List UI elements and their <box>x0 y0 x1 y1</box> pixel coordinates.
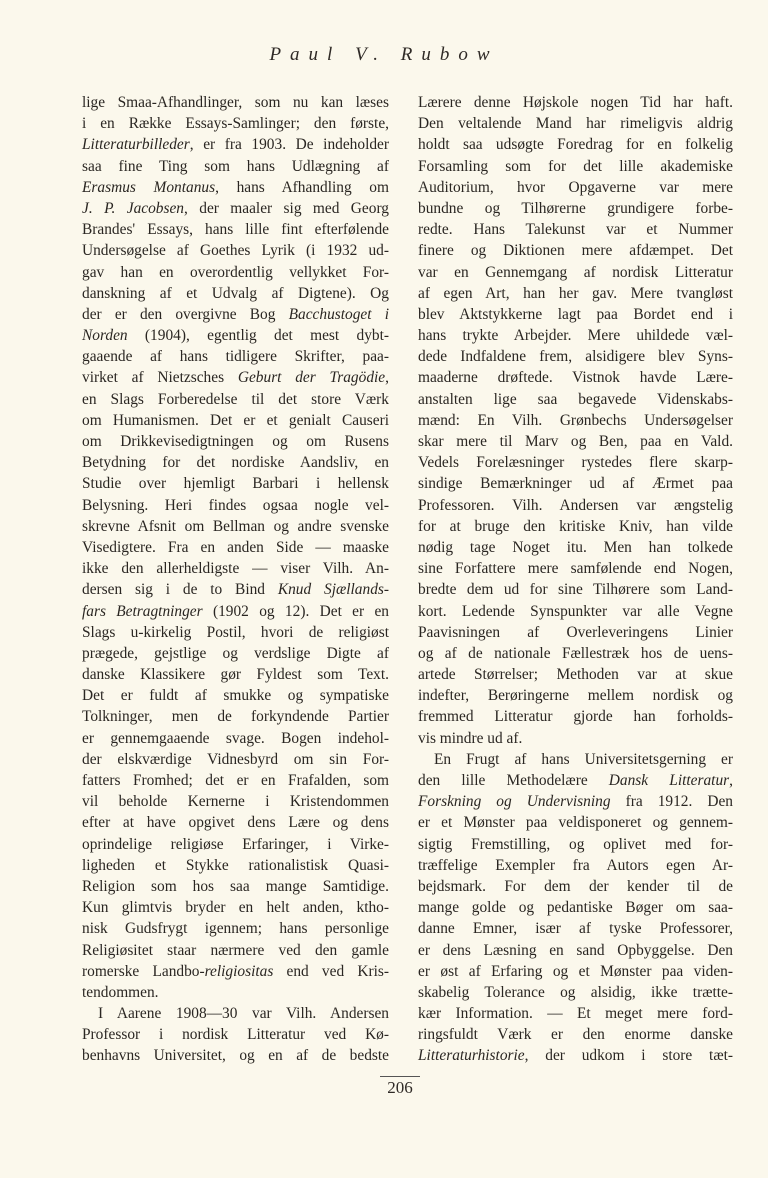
text-run: Paavisningen af Overleveringens Linier <box>418 623 733 641</box>
text-run: prægede, gejstlige og verdslige Digte af <box>82 644 389 662</box>
text-run: Brandes' Essays, hans lille fint efterfølende <box>82 221 389 239</box>
text-line <box>82 876 389 897</box>
text-run: Professor i nordisk Litteratur ved Kø- <box>82 1026 389 1044</box>
text-run: gaaende af hans tidligere Skrifter, paa- <box>82 348 389 366</box>
text-run: virket af Nietzsches <box>82 369 238 387</box>
text-line <box>418 770 733 791</box>
text-line <box>82 685 389 706</box>
text-run: var en Gennemgang af nordisk Litteratur <box>418 263 733 281</box>
text-line <box>82 516 389 537</box>
text-line <box>82 346 389 367</box>
text-line <box>82 473 389 494</box>
text-line <box>418 431 733 452</box>
text-line <box>82 1045 389 1066</box>
text-run: om Drikkevisedigtningen og om Rusens <box>82 433 389 450</box>
text-line <box>418 410 733 431</box>
text-line <box>418 685 733 706</box>
page-number: 206 <box>380 1076 420 1098</box>
text-run: hans trykte Arbejder. Mere uhildede væl- <box>418 327 733 345</box>
text-line <box>418 558 733 579</box>
text-line <box>418 219 733 240</box>
italic-title: religiositas <box>204 962 274 980</box>
text-run: Den veltalende Mand har rimeligvis aldrig <box>418 115 733 133</box>
text-run: kort. Ledende Synspunkter var alle Vegne <box>418 602 733 620</box>
left-column <box>82 92 389 1067</box>
text-line <box>418 601 733 622</box>
text-run: danskning af et Udvalg af Digtene). Og <box>82 284 389 302</box>
text-run: Forsamling som for det lille akademiske <box>418 157 733 175</box>
text-run: Det er fuldt af smukke og sympatiske <box>82 687 389 705</box>
italic-title: Knud Sjællands- <box>277 581 389 599</box>
text-line <box>82 728 389 749</box>
text-line <box>418 791 733 812</box>
text-run: træffelige Exempler fra Autors egen Ar- <box>418 856 733 874</box>
text-run: lige Smaa-Afhandlinger, som nu kan læses <box>82 94 389 111</box>
text-run: mænd: En Vilh. Grønbechs Undersøgelser <box>418 411 733 429</box>
text-line <box>82 791 389 812</box>
text-line <box>418 749 733 770</box>
text-line <box>82 240 389 261</box>
text-line <box>418 1024 733 1045</box>
text-line <box>418 664 733 685</box>
text-run: sigtig Fremstilling, og oplivet med for- <box>418 835 733 853</box>
text-line <box>82 219 389 240</box>
text-run: i en Række Essays-Samlinger; den første, <box>82 115 389 133</box>
text-line <box>82 897 389 918</box>
text-run: romerske Landbo- <box>82 962 205 980</box>
text-run: dede Indfaldene frem, alsidigere blev Syns- <box>418 348 733 366</box>
text-run: er øst af Erfaring og et Mønster paa viden- <box>418 962 733 980</box>
text-run: Visedigtere. Fra en anden Side — maaske <box>82 538 389 556</box>
text-run: af egen Art, han her gav. Mere tvangløst <box>418 284 733 302</box>
italic-title: Erasmus Montanus <box>82 178 216 196</box>
text-line <box>418 643 733 664</box>
text-run: fremmed Litteratur gjorde han forholds- <box>418 708 733 726</box>
text-run: danske Klassikere gør Fyldest som Text. <box>82 666 389 684</box>
text-run: maaderne drøftede. Vistnok havde Lære- <box>418 369 733 387</box>
text-run: Religiøsitet staar nærmere ved den gamle <box>82 941 389 959</box>
text-line <box>82 325 389 346</box>
text-run: Religion som hos saa mange Samtidige. <box>82 877 389 895</box>
text-line <box>418 177 733 198</box>
text-run: vis mindre ud af. <box>418 729 523 747</box>
text-line <box>418 982 733 1003</box>
italic-title: Norden <box>82 327 128 345</box>
text-run: saa fine Ting som hans Udlægning af <box>82 157 389 175</box>
text-line <box>418 325 733 346</box>
text-run: finere og Diktionen mere afdæmpet. Det <box>418 242 733 260</box>
text-line <box>418 1003 733 1024</box>
italic-title: Bacchustoget i <box>288 305 389 323</box>
text-line <box>82 431 389 452</box>
text-line <box>82 1024 389 1045</box>
text-line <box>418 304 733 325</box>
italic-title: Litteraturbilleder <box>82 136 190 154</box>
text-run: nisk Gudsfrygt igennem; hans personlige <box>82 920 389 938</box>
text-run: bredte dem ud for sine Tilhørere som Land- <box>418 581 733 599</box>
text-run: Professoren. Vilh. Andersen var ængstelig <box>418 496 733 514</box>
text-line <box>418 495 733 516</box>
text-run: (1902 og 12). Det er en <box>202 602 389 620</box>
text-line <box>418 579 733 600</box>
text-run: bundne og Tilhørerne grundigere forbe- <box>418 199 733 217</box>
text-run: , er fra 1903. De indeholder <box>189 136 389 154</box>
text-line <box>418 812 733 833</box>
text-run: skabelig Tolerance og alsidig, ikke trætte- <box>418 983 733 1001</box>
text-run: benhavns Universitet, og en af de bedste <box>82 1047 389 1065</box>
text-run: indefter, Berøringerne mellem nordisk og <box>418 687 733 705</box>
text-line <box>418 1045 733 1066</box>
text-run: , hans Afhandling om <box>215 178 389 196</box>
text-line <box>418 367 733 388</box>
text-line <box>82 410 389 431</box>
text-line <box>82 812 389 833</box>
text-line <box>82 940 389 961</box>
text-run: er et Mønster paa veldisponeret og gennem- <box>418 814 733 832</box>
text-run: skar mere til Marv og Ben, paa en Vald. <box>418 433 733 450</box>
text-run: sindige Bemærkninger ud af Ærmet paa <box>418 475 733 493</box>
text-line <box>418 473 733 494</box>
text-run: (1904), egentlig det mest dybt- <box>127 327 389 345</box>
text-run: dersen sig i de to Bind <box>82 581 278 599</box>
text-run: , <box>385 369 389 387</box>
text-run: fra 1912. Den <box>610 793 733 811</box>
text-run: oprindelige religiøse Erfaringer, i Virke- <box>82 835 389 853</box>
text-line <box>418 876 733 897</box>
text-run: Betydning for det nordiske Aandsliv, en <box>82 454 389 472</box>
text-run: en Slags Forberedelse til det store Værk <box>82 390 389 408</box>
text-run: efter at have opgivet dens Lære og dens <box>82 814 389 832</box>
text-run: Undersøgelse af Goethes Lyrik (i 1932 ud- <box>82 242 389 260</box>
text-line <box>418 537 733 558</box>
text-run: end ved Kris- <box>273 962 389 980</box>
text-line <box>418 834 733 855</box>
text-line <box>418 622 733 643</box>
text-line <box>82 389 389 410</box>
text-line <box>418 240 733 261</box>
text-line <box>82 961 389 982</box>
text-line <box>418 92 733 113</box>
text-line <box>418 855 733 876</box>
text-run: skrevne Afsnit om Bellman og andre svenske <box>82 517 389 535</box>
text-run: vil beholde Kernerne i Kristendommen <box>82 793 389 811</box>
text-run: nødig tage Noget itu. Men han tolkede <box>418 538 733 556</box>
text-line <box>82 706 389 727</box>
text-run: sine Forfattere mere samfølende end Nogen, <box>418 560 733 578</box>
text-line <box>82 918 389 939</box>
right-column <box>418 92 733 1067</box>
text-run: tendommen. <box>82 983 159 1001</box>
italic-title: Dansk Litteratur <box>608 772 730 789</box>
text-line <box>82 262 389 283</box>
text-run: anstalten lige saa begavede Videnskabs- <box>418 390 733 408</box>
text-run: danne Emner, især af tyske Professorer, <box>418 920 733 938</box>
text-run: blev Aktstykkerne lagt paa Bordet end i <box>418 305 733 323</box>
text-line <box>418 113 733 134</box>
italic-title: Geburt der Tragödie <box>237 369 386 387</box>
text-run: mange golde og pedantiske Bøger om saa- <box>418 899 733 917</box>
text-line <box>82 643 389 664</box>
text-run: , der maaler sig med Georg <box>184 199 389 217</box>
text-run: og af de nationale Fællestræk hos de uens- <box>418 644 733 662</box>
text-line <box>418 198 733 219</box>
text-run: ikke den allerheldigste — viser Vilh. An- <box>82 560 389 578</box>
text-line <box>82 113 389 134</box>
text-line <box>418 389 733 410</box>
text-run: den lille Methodelære <box>418 772 609 789</box>
text-run: Kun glimtvis bryder en helt anden, ktho- <box>82 899 389 917</box>
text-line <box>418 283 733 304</box>
text-line <box>82 982 389 1003</box>
text-line <box>82 537 389 558</box>
text-run: holdt saa udsøgte Foredrag for en folkelig <box>418 136 733 154</box>
text-line <box>82 156 389 177</box>
text-line <box>82 558 389 579</box>
running-head: Paul V. Rubow <box>269 44 499 65</box>
text-line <box>418 706 733 727</box>
italic-title: Forskning og Undervisning <box>418 793 611 811</box>
text-run: ligheden et Stykke rationalistisk Quasi- <box>82 856 389 874</box>
text-run: Auditorium, hvor Opgaverne var mere <box>418 178 733 196</box>
text-run: , der udkom i store tæt- <box>524 1047 733 1065</box>
text-run: ringsfuldt Værk er den enorme danske <box>418 1026 733 1044</box>
text-line <box>82 304 389 325</box>
text-line <box>82 367 389 388</box>
text-line <box>82 92 389 113</box>
text-line <box>82 198 389 219</box>
text-line <box>418 262 733 283</box>
text-run: Lærere denne Højskole nogen Tid har haft. <box>418 94 733 111</box>
text-line <box>82 177 389 198</box>
text-line <box>418 728 733 749</box>
text-run: fatters Fromhed; det er en Frafalden, som <box>82 772 389 789</box>
text-line <box>82 770 389 791</box>
text-run: er dens Læsning en sand Opbyggelse. Den <box>418 941 733 959</box>
text-run: Vedels Forelæsninger rystedes flere skarp- <box>418 454 733 472</box>
text-run: redte. Hans Talekunst var et Nummer <box>418 221 733 239</box>
text-run: Studie over hjemligt Barbari i hellensk <box>82 475 389 493</box>
text-line <box>82 622 389 643</box>
text-line <box>82 1003 389 1024</box>
text-line <box>82 855 389 876</box>
text-line <box>418 918 733 939</box>
text-run: for at bruge den kritiske Kniv, han vilde <box>418 517 733 535</box>
text-line <box>418 452 733 473</box>
italic-title: J. P. Jacobsen <box>82 199 184 217</box>
text-line <box>418 134 733 155</box>
text-run: der er den overgivne Bog <box>82 305 289 323</box>
text-run: , <box>729 772 733 789</box>
text-run: artede Størrelser; Methoden var at skue <box>418 666 733 684</box>
text-run: kær Information. — Et meget mere ford- <box>418 1005 733 1023</box>
text-line <box>82 834 389 855</box>
text-line <box>82 579 389 600</box>
text-run: Slags u-kirkelig Postil, hvori de religiøst <box>82 623 389 641</box>
text-run: Belysning. Heri findes ogsaa nogle vel- <box>82 496 389 514</box>
text-run: Tolkninger, men de forkyndende Partier <box>82 708 389 726</box>
text-line <box>82 601 389 622</box>
text-line <box>418 940 733 961</box>
text-line <box>82 134 389 155</box>
text-line <box>82 664 389 685</box>
text-run: En Frugt af hans Universitetsgerning er <box>434 750 733 768</box>
text-run: er gennemgaaende svage. Bogen indehol- <box>82 729 389 747</box>
text-line <box>418 961 733 982</box>
text-line <box>82 283 389 304</box>
text-run: om Humanismen. Det er et genialt Causeri <box>82 411 389 429</box>
text-run: bejdsmark. For dem der kender til de <box>418 877 733 895</box>
text-line <box>82 495 389 516</box>
text-run: der elskværdige Vidnesbyrd om sin For- <box>82 750 389 768</box>
text-line <box>82 452 389 473</box>
text-line <box>418 156 733 177</box>
text-line <box>418 516 733 537</box>
text-line <box>82 749 389 770</box>
text-run: I Aarene 1908—30 var Vilh. Andersen <box>98 1005 389 1023</box>
text-line <box>418 346 733 367</box>
italic-title: Litteraturhistorie <box>418 1047 525 1065</box>
text-line <box>418 897 733 918</box>
italic-title: fars Betragtninger <box>82 602 203 620</box>
text-run: gav han en overordentlig vellykket For- <box>82 263 389 281</box>
